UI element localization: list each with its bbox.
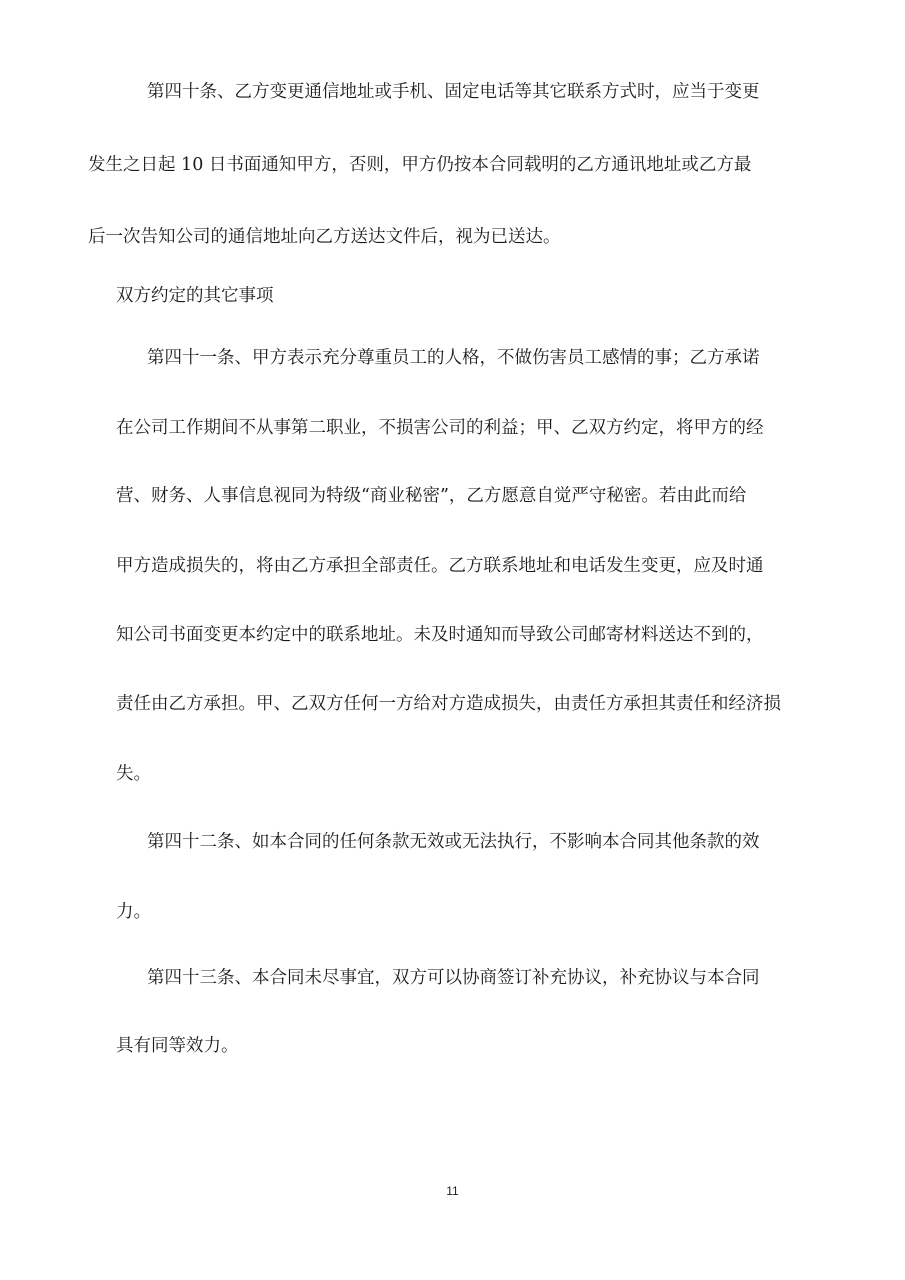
article-40-line-1: 第四十条、乙方变更通信地址或手机、固定电话等其它联系方式时，应当于变更 [147, 82, 760, 102]
article-41-line-3: 营、财务、人事信息视同为特级“商业秘密”，乙方愿意自觉严守秘密。若由此而给 [116, 486, 747, 506]
article-41-line-6: 责任由乙方承担。甲、乙双方任何一方给对方造成损失，由责任方承担其责任和经济损 [116, 694, 781, 714]
article-41-line-5: 知公司书面变更本约定中的联系地址。未及时通知而导致公司邮寄材料送达不到的， [116, 625, 764, 645]
article-42-line-1: 第四十二条、如本合同的任何条款无效或无法执行，不影响本合同其他条款的效 [147, 832, 760, 852]
article-43-line-2: 具有同等效力。 [116, 1036, 239, 1056]
article-41-line-7: 失。 [116, 764, 151, 784]
article-40-line-2: 发生之日起 10 日书面通知甲方，否则，甲方仍按本合同载明的乙方通讯地址或乙方最 [88, 155, 752, 175]
article-41-line-1: 第四十一条、甲方表示充分尊重员工的人格，不做伤害员工感情的事；乙方承诺 [147, 348, 760, 368]
article-40-line-3: 后一次告知公司的通信地址向乙方送达文件后，视为已送达。 [88, 227, 561, 247]
article-43-line-1: 第四十三条、本合同未尽事宜，双方可以协商签订补充协议，补充协议与本合同 [147, 968, 760, 988]
article-41-line-4: 甲方造成损失的，将由乙方承担全部责任。乙方联系地址和电话发生变更，应及时通 [116, 556, 764, 576]
page-number: 11 [446, 1184, 459, 1198]
section-heading: 双方约定的其它事项 [116, 286, 274, 306]
article-41-line-2: 在公司工作期间不从事第二职业，不损害公司的利益；甲、乙双方约定，将甲方的经 [116, 418, 764, 438]
article-42-line-2: 力。 [116, 902, 151, 922]
